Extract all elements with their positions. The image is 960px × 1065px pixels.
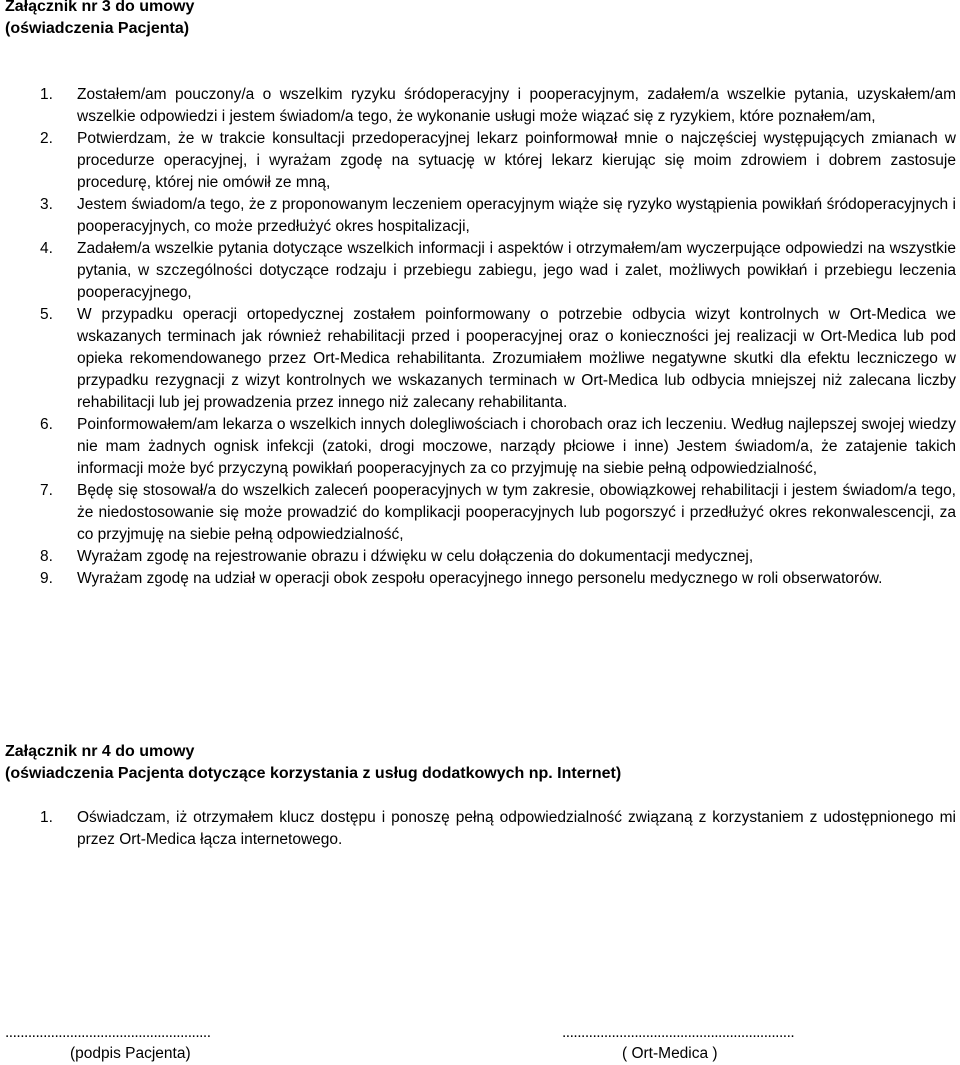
item-number: 1. xyxy=(40,86,53,103)
annex3-title: Załącznik nr 3 do umowy xyxy=(5,0,195,15)
item-text: Zadałem/a wszelkie pytania dotyczące wszelkich informacji i aspektów i otrzymałem/am wyczerpujące odpowiedzi na wszystkie pytania, w szczególności dotyczące rodzaju i przebiegu zabiegu, jego wad i zalet, możliwych powikłań i przebiegu leczenia pooperacyjnego, xyxy=(77,240,956,301)
item-number: 5. xyxy=(40,306,53,323)
annex4-subtitle: (oświadczenia Pacjenta dotyczące korzystania z usług dodatkowych np. Internet) xyxy=(5,765,622,782)
list-item xyxy=(40,194,956,238)
item-text: Wyrażam zgodę na udział w operacji obok zespołu operacyjnego innego personelu medycznego w roli obserwatorów. xyxy=(77,570,883,587)
annex3-subtitle: (oświadczenia Pacjenta) xyxy=(5,20,190,37)
annex4-statements-list xyxy=(40,807,956,851)
item-text: Potwierdzam, że w trakcie konsultacji przedoperacyjnej lekarz poinformował mnie o najczęściej występujących zmianach w procedurze operacyjnej, i wyrażam zgodę na sytuację w której lekarz kierując się moim zdrowiem i dobrem zastosuje procedurę, której nie omówił ze mną, xyxy=(77,130,956,191)
item-number: 6. xyxy=(40,416,53,433)
list-item xyxy=(40,480,956,546)
item-number: 7. xyxy=(40,482,53,499)
annex3-statements-list xyxy=(40,84,956,590)
annex4-title: Załącznik nr 4 do umowy xyxy=(5,743,195,760)
item-text: Poinformowałem/am lekarza o wszelkich innych dolegliwościach i chorobach oraz ich leczeniu. Według najlepszej swojej wiedzy nie mam żadnych ognisk infekcji (zatoki, drogi moczowe, narządy płciowe i inne) Jestem świadom/a, że zatajenie takich informacji może być przyczyną powikłań pooperacyjnych za co przyjmuję na siebie pełną odpowiedzialność, xyxy=(77,416,956,477)
item-number: 2. xyxy=(40,130,53,147)
item-text: Będę się stosował/a do wszelkich zaleceń pooperacyjnych w tym zakresie, obowiązkowej rehabilitacji i jestem świadom/a tego, że niedostosowanie się może prowadzić do komplikacji pooperacyjnych lub pogorszyć i przedłużyć okres rekonwalescencji, za co przyjmuję na siebie pełną odpowiedzialność, xyxy=(77,482,956,543)
item-text: Zostałem/am pouczony/a o wszelkim ryzyku śródoperacyjny i pooperacyjnym, zadałem/a wszelkie pytania, uzyskałem/am wszelkie odpowiedzi i jestem świadom/a tego, że wykonanie usługi może wiązać się z ryzykiem, które poznałem/am, xyxy=(77,86,956,125)
list-item xyxy=(40,304,956,414)
item-number: 3. xyxy=(40,196,53,213)
clinic-signature-line: ............................................................. xyxy=(562,1024,795,1041)
item-number: 1. xyxy=(40,809,53,826)
patient-signature-label: (podpis Pacjenta) xyxy=(70,1045,191,1062)
item-number: 9. xyxy=(40,570,53,587)
list-item xyxy=(40,546,956,568)
item-text: Oświadczam, iż otrzymałem klucz dostępu i ponoszę pełną odpowiedzialność związaną z korzystaniem z udostępnionego mi przez Ort-Medica łącza internetowego. xyxy=(77,809,956,848)
item-text: W przypadku operacji ortopedycznej zostałem poinformowany o potrzebie odbycia wizyt kontrolnych w Ort-Medica we wskazanych terminach jak również rehabilitacji przed i pooperacyjnej oraz o konieczności jej realizacji w Ort-Medica lub pod opieka rekomendowanego przez Ort-Medica rehabilitanta. Zrozumiałem możliwe negatywne skutki dla efektu leczniczego w przypadku rezygnacji z wizyt kontrolnych we wskazanych terminach w Ort-Medica lub odbycia mniejszej niż zalecana liczby rehabilitacji lub jej prowadzenia przez innego niż zalecany rehabilitanta. xyxy=(77,306,956,411)
list-item xyxy=(40,128,956,194)
list-item xyxy=(40,238,956,304)
list-item xyxy=(40,84,956,128)
list-item xyxy=(40,568,956,590)
item-number: 8. xyxy=(40,548,53,565)
item-text: Jestem świadom/a tego, że z proponowanym leczeniem operacyjnym wiąże się ryzyko wystąpienia powikłań śródoperacyjnych i pooperacyjnych, co może przedłużyć okres hospitalizacji, xyxy=(77,196,956,235)
patient-signature-line: ...................................................... xyxy=(5,1024,211,1041)
list-item xyxy=(40,414,956,480)
item-text: Wyrażam zgodę na rejestrowanie obrazu i dźwięku w celu dołączenia do dokumentacji medycznej, xyxy=(77,548,754,565)
list-item xyxy=(40,807,956,851)
clinic-signature-label: ( Ort-Medica ) xyxy=(622,1045,718,1062)
item-number: 4. xyxy=(40,240,53,257)
